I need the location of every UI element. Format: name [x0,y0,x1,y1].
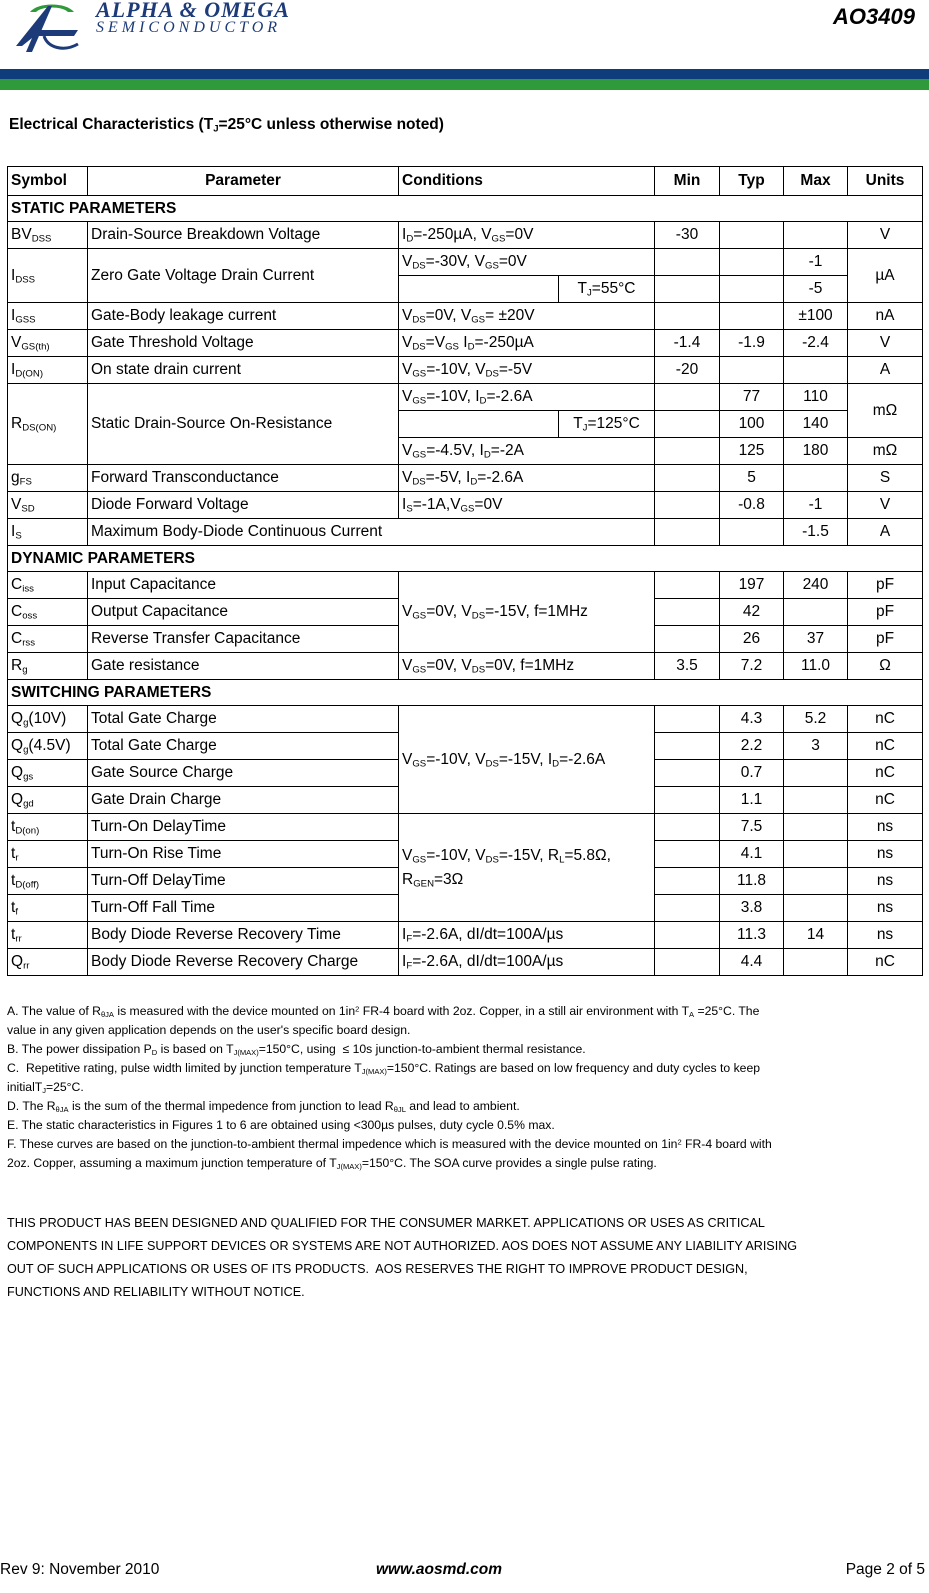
col-header-min: Min [655,167,720,196]
section-row-dynamic [8,546,923,572]
min-cell [655,626,720,653]
table-row [8,222,923,249]
typ-cell: -1.9 [720,330,784,357]
table-row [8,357,923,384]
units-cell: µA [848,249,923,303]
section-label: STATIC PARAMETERS [8,196,923,222]
symbol-cell: $I_{D(ON)}$ [8,357,88,384]
typ-cell [720,249,784,276]
min-cell [655,465,720,492]
max-cell: 11.0 [784,653,848,680]
units-cell: V [848,222,923,249]
symbol-cell: $C_{oss}$ [8,599,88,626]
symbol-cell: $Q_g(4.5V)$ [8,733,88,760]
section-row-switching [8,680,923,706]
min-cell [655,249,720,276]
footnote-f-cont: 2oz. Copper, assuming a maximum junction temperature of $T_{J(MAX)}=150^\circ C$. The SOA curve provides a single pulse rating. [7,1156,657,1171]
footnote-b: B. The power dissipation $P_D$ is based on $T_{J(MAX)}=150^\circ C$, using ≤ 10s junction-to-ambient thermal resistance. [7,1042,586,1057]
table-row [8,303,923,330]
max-cell: 37 [784,626,848,653]
footer-website-link[interactable]: www.aosmd.com [376,1561,503,1578]
min-cell [655,706,720,733]
min-cell [655,492,720,519]
min-cell [655,384,720,411]
header-band-blue [0,69,929,79]
symbol-cell: $R_g$ [8,653,88,680]
conditions-cell: $I_F=-2.6A$, dI/dt=100A/µs [399,922,655,949]
footer-revision: Rev 9: November 2010 [0,1561,160,1578]
parameter-cell: Body Diode Reverse Recovery Charge [88,949,399,976]
parameter-cell: Total Gate Charge [88,706,399,733]
min-cell [655,438,720,465]
parameter-cell: Turn-Off DelayTime [88,868,399,895]
typ-cell [720,519,784,546]
typ-cell: 7.5 [720,814,784,841]
conditions-cell: $V_{DS}=0V$, $V_{GS}= \pm 20V$ [399,303,655,330]
aos-logo-icon [8,0,88,56]
max-cell: -1 [784,249,848,276]
parameter-cell: Gate Threshold Voltage [88,330,399,357]
typ-cell: 3.8 [720,895,784,922]
max-cell [784,814,848,841]
max-cell [784,841,848,868]
min-cell [655,787,720,814]
typ-cell: 100 [720,411,784,438]
min-cell [655,519,720,546]
min-cell [655,572,720,599]
conditions-cell: $I_F=-2.6A$, dI/dt=100A/µs [399,949,655,976]
footnote-e: E. The static characteristics in Figures 1 to 6 are obtained using <300µs pulses, duty cycle 0.5% max. [7,1118,555,1132]
parameter-cell: Drain-Source Breakdown Voltage [88,222,399,249]
min-cell [655,949,720,976]
footnote-d: D. The $R_{\theta JA}$ is the sum of the thermal impedence from junction to lead $R_{\theta JL}$ and lead to ambient. [7,1099,520,1114]
parameter-cell: Turn-On Rise Time [88,841,399,868]
symbol-cell: $C_{iss}$ [8,572,88,599]
max-cell [784,222,848,249]
typ-cell: 77 [720,384,784,411]
symbol-cell: $V_{SD}$ [8,492,88,519]
table-row [8,465,923,492]
max-cell: -5 [784,276,848,303]
electrical-characteristics-table [7,166,923,976]
min-cell [655,276,720,303]
table-header-row [8,167,923,196]
table-row [8,384,923,411]
section-label: DYNAMIC PARAMETERS [8,546,923,572]
col-header-max: Max [784,167,848,196]
table-row [8,492,923,519]
units-cell: V [848,330,923,357]
min-cell [655,814,720,841]
symbol-cell: $I_{GSS}$ [8,303,88,330]
footnote-a-cont: value in any given application depends on the user's specific board design. [7,1023,411,1037]
table-row [8,706,923,733]
symbol-cell: $C_{rss}$ [8,626,88,653]
footnote-c: C. Repetitive rating, pulse width limited by junction temperature $T_{J(MAX)}=150^\circ C$. Ratings are based on low frequency and duty cycles to keep [7,1061,760,1076]
symbol-cell: $t_{rr}$ [8,922,88,949]
parameter-cell: Turn-On DelayTime [88,814,399,841]
units-cell: S [848,465,923,492]
typ-cell: 125 [720,438,784,465]
symbol-cell: $Q_{gd}$ [8,787,88,814]
units-cell: mΩ [848,438,923,465]
table-row [8,572,923,599]
section-row-static [8,196,923,222]
symbol-cell: $Q_{gs}$ [8,760,88,787]
min-cell: 3.5 [655,653,720,680]
min-cell [655,760,720,787]
typ-cell [720,276,784,303]
parameter-cell: Reverse Transfer Capacitance [88,626,399,653]
symbol-cell: $t_f$ [8,895,88,922]
parameter-cell: Gate-Body leakage current [88,303,399,330]
min-cell [655,895,720,922]
parameter-cell: On state drain current [88,357,399,384]
typ-cell: 4.4 [720,949,784,976]
units-cell: ns [848,841,923,868]
parameter-cell: Static Drain-Source On-Resistance [88,384,399,465]
max-cell [784,465,848,492]
symbol-cell: $Q_g(10V)$ [8,706,88,733]
typ-cell [720,222,784,249]
conditions-cell: $T_J=55^\circ C$ [559,276,655,303]
conditions-cell: $V_{GS}=-10V$, $V_{DS}=-15V$, $R_L=5.8\Omega$, $R_{GEN}=3\Omega$ [399,814,655,922]
header-band-green [0,79,929,90]
symbol-cell: $R_{DS(ON)}$ [8,384,88,465]
company-logo [8,0,308,56]
units-cell: nC [848,733,923,760]
parameter-cell: Zero Gate Voltage Drain Current [88,249,399,303]
parameter-cell: Input Capacitance [88,572,399,599]
max-cell: 3 [784,733,848,760]
max-cell [784,949,848,976]
parameter-cell: Turn-Off Fall Time [88,895,399,922]
symbol-cell: $Q_{rr}$ [8,949,88,976]
typ-cell [720,357,784,384]
parameter-cell: Gate resistance [88,653,399,680]
col-header-units: Units [848,167,923,196]
units-cell: nA [848,303,923,330]
parameter-cell: Output Capacitance [88,599,399,626]
symbol-cell: $I_S$ [8,519,88,546]
table-row [8,519,923,546]
footnote-f: F. These curves are based on the junction-to-ambient thermal impedence which is measured with the device mounted on $1in^2$ FR-4 board with [7,1137,772,1151]
parameter-cell: Diode Forward Voltage [88,492,399,519]
max-cell [784,868,848,895]
max-cell [784,787,848,814]
units-cell: ns [848,868,923,895]
parameter-cell: Gate Source Charge [88,760,399,787]
min-cell [655,599,720,626]
units-cell: nC [848,949,923,976]
max-cell: 180 [784,438,848,465]
typ-cell: 5 [720,465,784,492]
parameter-cell: Body Diode Reverse Recovery Time [88,922,399,949]
typ-cell: 197 [720,572,784,599]
max-cell: 14 [784,922,848,949]
part-number: AO3409 [833,4,915,29]
table-row [8,922,923,949]
max-cell [784,760,848,787]
table-row [8,814,923,841]
symbol-cell: $t_{D(off)}$ [8,868,88,895]
symbol-cell: $V_{GS(th)}$ [8,330,88,357]
parameter-cell: Total Gate Charge [88,733,399,760]
conditions-cell: $V_{GS}=-10V$, $I_D=-2.6A$ [399,384,655,411]
units-cell: ns [848,922,923,949]
conditions-cell: $V_{GS}=0V$, $V_{DS}=0V$, f=1MHz [399,653,655,680]
units-cell: pF [848,599,923,626]
conditions-cell: $V_{DS}=V_{GS}$ $I_D=-250\mu A$ [399,330,655,357]
table-row [8,249,923,276]
typ-cell: 26 [720,626,784,653]
units-cell: ns [848,814,923,841]
section-label: SWITCHING PARAMETERS [8,680,923,706]
units-cell: mΩ [848,384,923,438]
min-cell: -30 [655,222,720,249]
company-subtitle: SEMICONDUCTOR [96,19,282,36]
max-cell [784,357,848,384]
typ-cell: 1.1 [720,787,784,814]
units-cell: nC [848,787,923,814]
min-cell: -20 [655,357,720,384]
table-row [8,653,923,680]
units-cell: V [848,492,923,519]
footnotes [7,1002,922,1173]
parameter-cell: Forward Transconductance [88,465,399,492]
typ-cell: 2.2 [720,733,784,760]
conditions-cell: $V_{GS}=0V$, $V_{DS}=-15V$, f=1MHz [399,572,655,653]
min-cell [655,733,720,760]
min-cell [655,868,720,895]
symbol-cell: $t_r$ [8,841,88,868]
max-cell: -1 [784,492,848,519]
typ-cell [720,303,784,330]
min-cell: -1.4 [655,330,720,357]
symbol-cell: $g_{FS}$ [8,465,88,492]
typ-cell: 11.3 [720,922,784,949]
units-cell: nC [848,760,923,787]
table-row [8,330,923,357]
symbol-cell: $I_{DSS}$ [8,249,88,303]
max-cell [784,599,848,626]
max-cell: -1.5 [784,519,848,546]
conditions-cell: $V_{GS}=-4.5V$, $I_D=-2A$ [399,438,655,465]
conditions-cell: $V_{DS}=-30V$, $V_{GS}=0V$ [399,249,655,276]
typ-cell: 11.8 [720,868,784,895]
max-cell: 240 [784,572,848,599]
units-cell: Ω [848,653,923,680]
min-cell [655,303,720,330]
conditions-cell: $I_S=-1A,V_{GS}=0V$ [399,492,655,519]
footnote-a: A. The value of $R_{\theta JA}$ is measured with the device mounted on $1in^2$ FR-4 board with 2oz. Copper, in a still air environment with $T_A =25^\circ C$. The [7,1004,760,1019]
table-row [8,949,923,976]
conditions-cell: $V_{GS}=-10V$, $V_{DS}=-5V$ [399,357,655,384]
typ-cell: 4.1 [720,841,784,868]
typ-cell: 0.7 [720,760,784,787]
col-header-typ: Typ [720,167,784,196]
units-cell: pF [848,626,923,653]
max-cell: -2.4 [784,330,848,357]
min-cell [655,411,720,438]
max-cell: ±100 [784,303,848,330]
footer-page-number: Page 2 of 5 [845,1561,925,1578]
symbol-cell: $t_{D(on)}$ [8,814,88,841]
max-cell: 110 [784,384,848,411]
max-cell [784,895,848,922]
min-cell [655,922,720,949]
units-cell: ns [848,895,923,922]
conditions-cell: $V_{GS}=-10V$, $V_{DS}=-15V$, $I_D=-2.6A$ [399,706,655,814]
max-cell: 140 [784,411,848,438]
units-cell: A [848,357,923,384]
parameter-cell: Maximum Body-Diode Continuous Current [88,519,655,546]
typ-cell: -0.8 [720,492,784,519]
col-header-symbol: Symbol [8,167,88,196]
units-cell: nC [848,706,923,733]
disclaimer: THIS PRODUCT HAS BEEN DESIGNED AND QUALIFIED FOR THE CONSUMER MARKET. APPLICATIONS OR USES AS CRITICAL COMPONENTS IN LIFE SUPPORT DEVICES OR SYSTEMS ARE NOT AUTHORIZED. AOS DOES NOT ASSUME ANY LIABILITY ARISING OUT OF SUCH APPLICATIONS OR USES OF ITS PRODUCTS. AOS RESERVES THE RIGHT TO IMPROVE PRODUCT DESIGN, FUNCTIONS AND RELIABILITY WITHOUT NOTICE. [7,1216,798,1299]
company-name: ALPHA & OMEGA [96,0,290,22]
typ-cell: 4.3 [720,706,784,733]
footnote-c-cont: initialT$_J$=25°C. [7,1080,84,1095]
min-cell [655,841,720,868]
units-cell: pF [848,572,923,599]
col-header-parameter: Parameter [88,167,399,196]
max-cell: 5.2 [784,706,848,733]
conditions-cell: $I_D=-250\mu A$, $V_{GS}=0V$ [399,222,655,249]
symbol-cell: $BV_{DSS}$ [8,222,88,249]
typ-cell: 42 [720,599,784,626]
conditions-cell: $T_J=125^\circ C$ [559,411,655,438]
section-title: Electrical Characteristics ($T_J=25^\circ C$ unless otherwise noted) [9,116,444,135]
conditions-cell: $V_{DS}=-5V$, $I_D=-2.6A$ [399,465,655,492]
typ-cell: 7.2 [720,653,784,680]
parameter-cell: Gate Drain Charge [88,787,399,814]
units-cell: A [848,519,923,546]
col-header-conditions: Conditions [399,167,655,196]
